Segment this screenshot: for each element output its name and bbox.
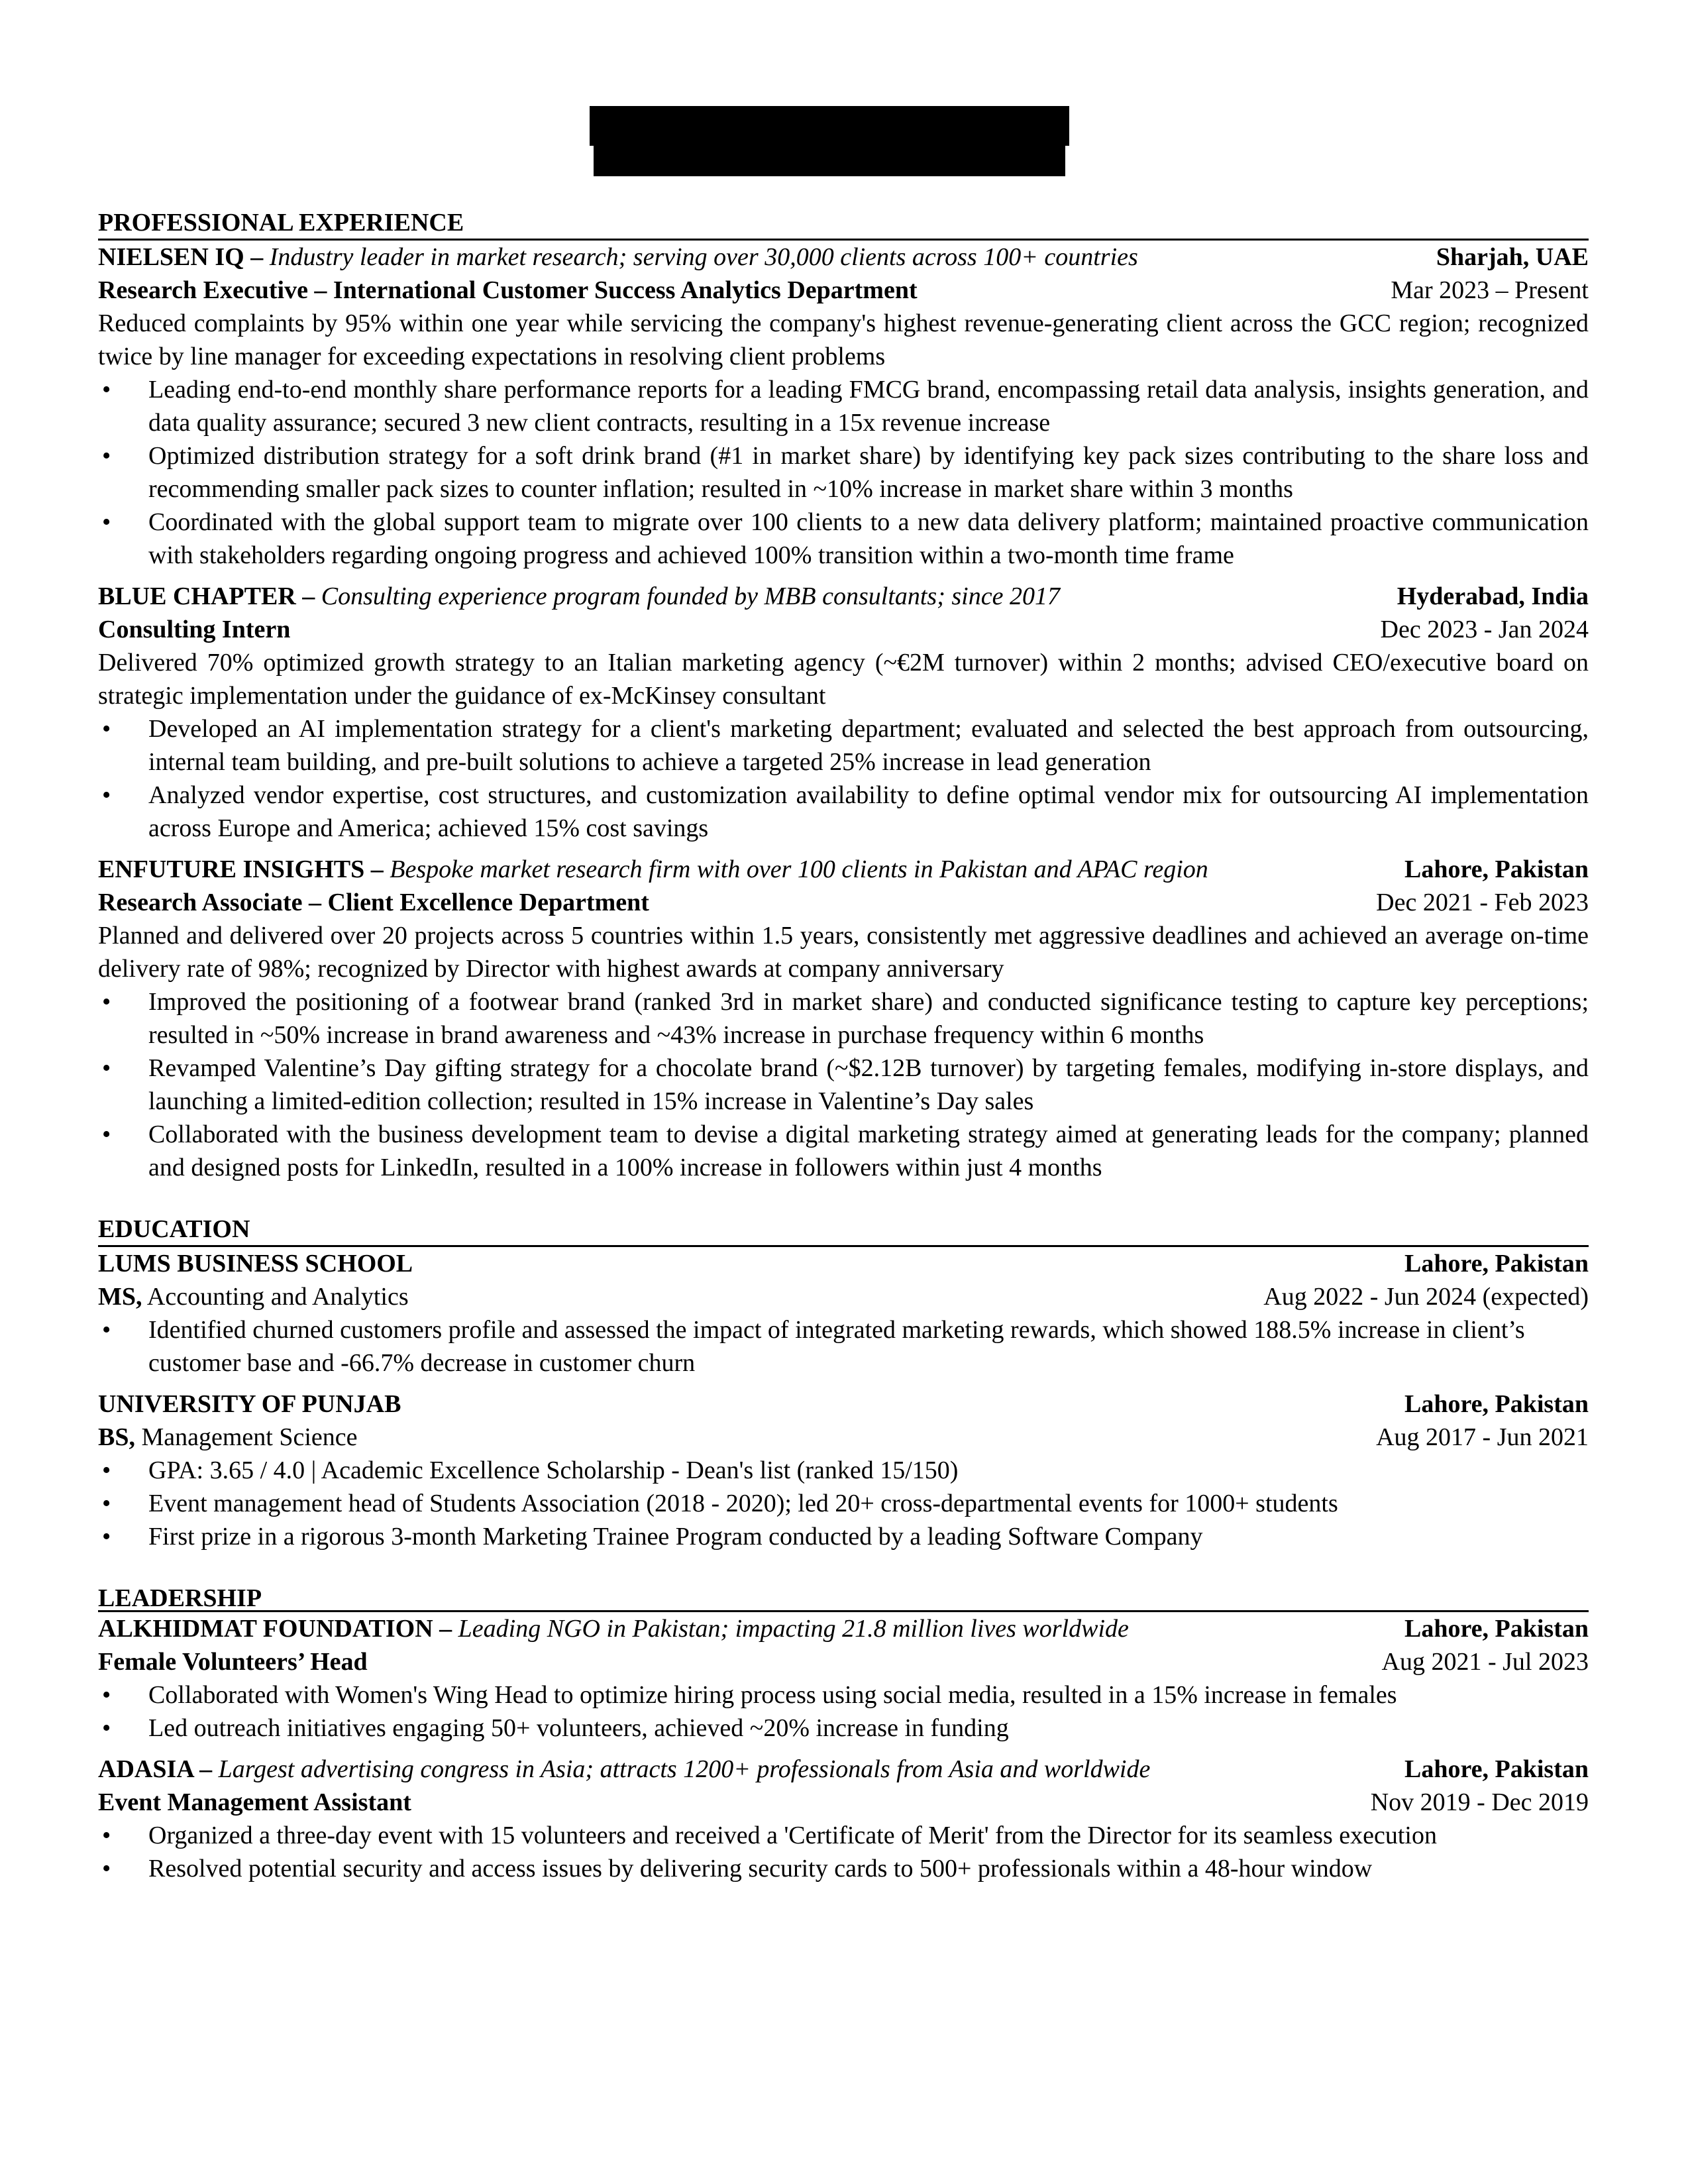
section-title-experience: PROFESSIONAL EXPERIENCE (98, 208, 1589, 241)
location: Sharjah, UAE (1436, 243, 1589, 271)
bullet-list (98, 1678, 1589, 1745)
degree: BS, (98, 1423, 135, 1451)
education-entry-lums (98, 1247, 1589, 1380)
bullet-item: • GPA: 3.65 / 4.0 | Academic Excellence Scholarship - Dean's list (ranked 15/150) (98, 1454, 1589, 1487)
experience-entry-enfuture (98, 853, 1589, 1184)
bullet-item: • Resolved potential security and access issues by delivering security cards to 500+ professionals within a 48-hour window (98, 1852, 1589, 1885)
role-summary: Reduced complaints by 95% within one year while servicing the company's highest revenue-generating client across the GCC region; recognized twice by line manager for exceeding expectations in resolving client problems (98, 309, 1589, 370)
education-entry-punjab (98, 1388, 1589, 1553)
section-title-leadership: LEADERSHIP (98, 1584, 262, 1612)
experience-entry-blue-chapter (98, 580, 1589, 845)
org-description: Consulting experience program founded by MBB consultants; since 2017 (321, 582, 1060, 610)
bullet-item: • Identified churned customers profile and assessed the impact of integrated marketing rewards, which showed 188.5% increase in client’s customer base and -66.7% decrease in customer churn (98, 1313, 1589, 1380)
bullet-item: • Optimized distribution strategy for a soft drink brand (#1 in market share) by identifying key pack sizes contributing to the share loss and recommending smaller pack sizes to counter inflation; resulted in ~10% increase in market share within 3 months (98, 439, 1589, 506)
bullet-item: • First prize in a rigorous 3-month Marketing Trainee Program conducted by a leading Software Company (98, 1520, 1589, 1553)
redacted-contact-block (594, 146, 1065, 176)
bullet-item: • Event management head of Students Association (2018 - 2020); led 20+ cross-departmental events for 1000+ students (98, 1487, 1589, 1520)
field-of-study: Accounting and Analytics (146, 1283, 409, 1311)
org-name: NIELSEN IQ – (98, 243, 264, 271)
role-summary: Delivered 70% optimized growth strategy to an Italian marketing agency (~€2M turnover) within 2 months; advised CEO/executive board on strategic implementation under the guidance of ex-McKinsey consultant (98, 649, 1589, 710)
redacted-name-block (590, 106, 1069, 146)
bullet-item: • Analyzed vendor expertise, cost structures, and customization availability to define optimal vendor mix for outsourcing AI implementation across Europe and America; achieved 15% cost savings (98, 779, 1589, 845)
date-range: Mar 2023 – Present (1391, 276, 1589, 304)
bullet-item: • Coordinated with the global support team to migrate over 100 clients to a new data delivery platform; maintained proactive communication with stakeholders regarding ongoing progress and achieved 100% transition within a two-month time frame (98, 506, 1589, 572)
location: Hyderabad, India (1397, 582, 1589, 610)
role-title: Event Management Assistant (98, 1788, 411, 1816)
org-description: Leading NGO in Pakistan; impacting 21.8 million lives worldwide (458, 1615, 1129, 1643)
org-name: ALKHIDMAT FOUNDATION – (98, 1615, 452, 1643)
bullet-list (98, 1819, 1589, 1885)
role-summary: Planned and delivered over 20 projects across 5 countries within 1.5 years, consistently met aggressive deadlines and achieved an average on-time delivery rate of 98%; recognized by Director with highest awards at company anniversary (98, 922, 1589, 983)
date-range: Aug 2021 - Jul 2023 (1381, 1648, 1589, 1676)
bullet-item: • Leading end-to-end monthly share performance reports for a leading FMCG brand, encompassing retail data analysis, insights generation, and data quality assurance; secured 3 new client contracts, resulting in a 15x revenue increase (98, 373, 1589, 439)
bullet-list (98, 1454, 1589, 1553)
bullet-item: • Collaborated with the business development team to devise a digital marketing strategy aimed at generating leads for the company; planned and designed posts for LinkedIn, resulted in a 100% increase in followers within just 4 months (98, 1118, 1589, 1184)
field-of-study: Management Science (141, 1423, 358, 1451)
experience-entry-nielsen (98, 241, 1589, 572)
bullet-list (98, 712, 1589, 845)
org-name: ADASIA – (98, 1755, 213, 1783)
org-description: Bespoke market research firm with over 100 clients in Pakistan and APAC region (390, 855, 1208, 883)
location: Lahore, Pakistan (1404, 1390, 1589, 1418)
date-range: Dec 2023 - Jan 2024 (1380, 616, 1589, 643)
bullet-list (98, 1313, 1589, 1380)
degree: MS, (98, 1283, 142, 1311)
role-title: Consulting Intern (98, 616, 291, 643)
org-description: Industry leader in market research; serving over 30,000 clients across 100+ countries (269, 243, 1138, 271)
leadership-entry-alkhidmat (98, 1610, 1589, 1745)
date-range: Dec 2021 - Feb 2023 (1376, 889, 1589, 916)
resume-page (98, 208, 1589, 1885)
org-description: Largest advertising congress in Asia; attracts 1200+ professionals from Asia and worldwide (218, 1755, 1151, 1783)
org-name: BLUE CHAPTER – (98, 582, 315, 610)
date-range: Nov 2019 - Dec 2019 (1370, 1788, 1589, 1816)
location: Lahore, Pakistan (1404, 1615, 1589, 1643)
date-range: Aug 2017 - Jun 2021 (1376, 1423, 1589, 1451)
role-title: Research Executive – International Customer Success Analytics Department (98, 276, 918, 304)
bullet-item: • Led outreach initiatives engaging 50+ volunteers, achieved ~20% increase in funding (98, 1712, 1589, 1745)
section-title-education: EDUCATION (98, 1215, 1589, 1247)
role-title: Female Volunteers’ Head (98, 1648, 368, 1676)
bullet-item: • Developed an AI implementation strategy for a client's marketing department; evaluated and selected the best approach from outsourcing, internal team building, and pre-built solutions to achieve a targeted 25% increase in lead generation (98, 712, 1589, 779)
school-name: UNIVERSITY OF PUNJAB (98, 1390, 401, 1418)
leadership-entry-adasia (98, 1753, 1589, 1885)
bullet-item: • Improved the positioning of a footwear brand (ranked 3rd in market share) and conducted significance testing to capture key perceptions; resulted in ~50% increase in brand awareness and ~43% increase in purchase frequency within 6 months (98, 985, 1589, 1052)
role-title: Research Associate – Client Excellence Department (98, 889, 649, 916)
bullet-list (98, 373, 1589, 572)
org-name: ENFUTURE INSIGHTS – (98, 855, 384, 883)
bullet-item: • Collaborated with Women's Wing Head to optimize hiring process using social media, resulted in a 15% increase in females (98, 1678, 1589, 1712)
school-name: LUMS BUSINESS SCHOOL (98, 1250, 413, 1278)
date-range: Aug 2022 - Jun 2024 (expected) (1263, 1283, 1589, 1311)
bullet-item: • Organized a three-day event with 15 volunteers and received a 'Certificate of Merit' from the Director for its seamless execution (98, 1819, 1589, 1852)
location: Lahore, Pakistan (1404, 1755, 1589, 1783)
location: Lahore, Pakistan (1404, 1250, 1589, 1278)
location: Lahore, Pakistan (1404, 855, 1589, 883)
bullet-item: • Revamped Valentine’s Day gifting strategy for a chocolate brand (~$2.12B turnover) by targeting females, modifying in-store displays, and launching a limited-edition collection; resulted in 15% increase in Valentine’s Day sales (98, 1052, 1589, 1118)
bullet-list (98, 985, 1589, 1184)
